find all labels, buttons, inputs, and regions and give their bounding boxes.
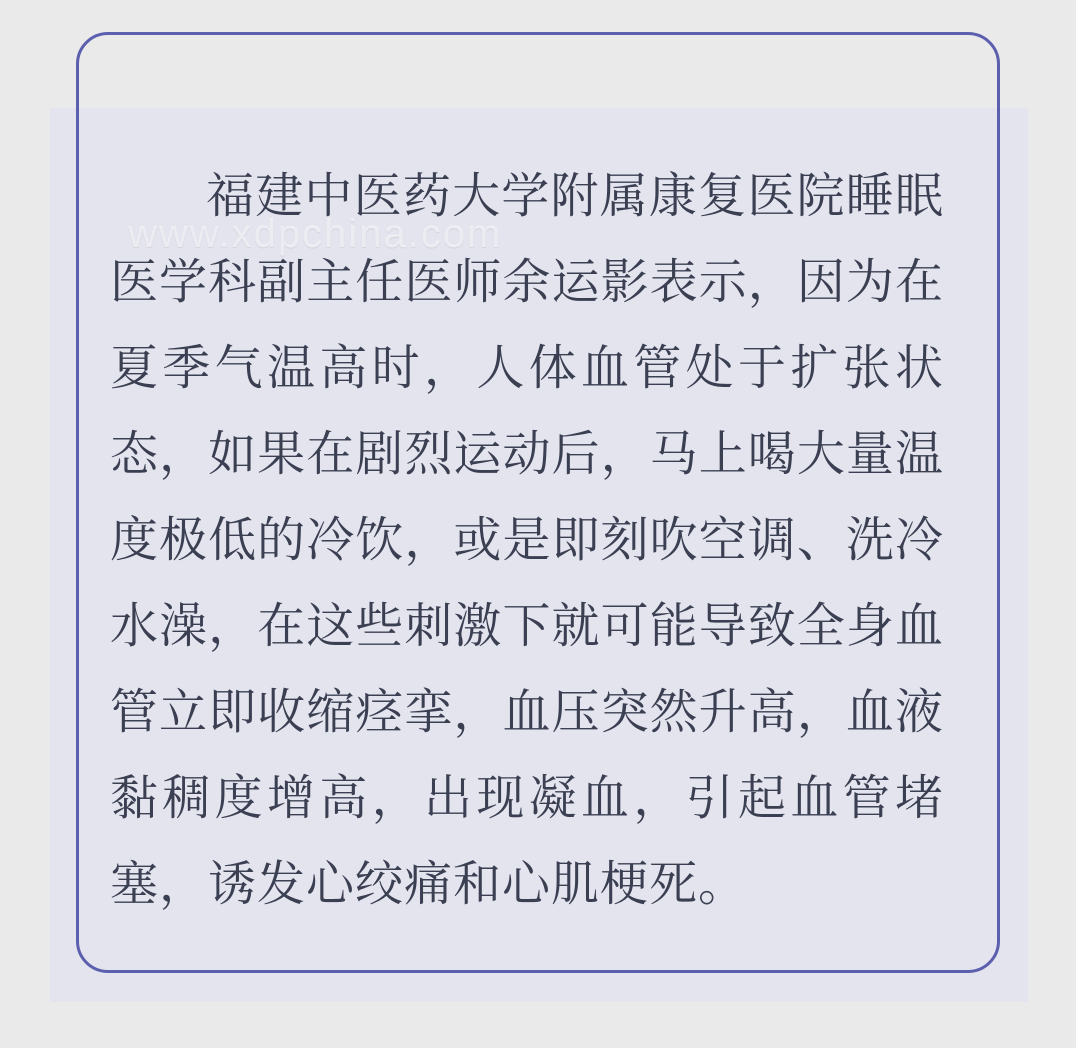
text-line: 水澡，在这些刺激下就可能导致全身血 bbox=[110, 600, 943, 653]
text-line: 福建中医药大学附属康复医院睡眠 bbox=[206, 170, 943, 223]
text-line: 塞，诱发心绞痛和心肌梗死。 bbox=[110, 858, 748, 911]
text-line: 态，如果在剧烈运动后，马上喝大量温 bbox=[110, 428, 943, 481]
article-text bbox=[110, 154, 943, 928]
site-watermark: www.xdpchina.com bbox=[128, 212, 503, 256]
text-line: 夏季气温高时，人体血管处于扩张状 bbox=[110, 342, 943, 395]
text-line: 医学科副主任医师余运影表示，因为在 bbox=[110, 256, 943, 309]
text-line: 度极低的冷饮，或是即刻吹空调、洗冷 bbox=[110, 514, 943, 567]
text-line: 管立即收缩痉挛，血压突然升高，血液 bbox=[110, 686, 943, 739]
text-line: 黏稠度增高，出现凝血，引起血管堵 bbox=[110, 772, 943, 825]
